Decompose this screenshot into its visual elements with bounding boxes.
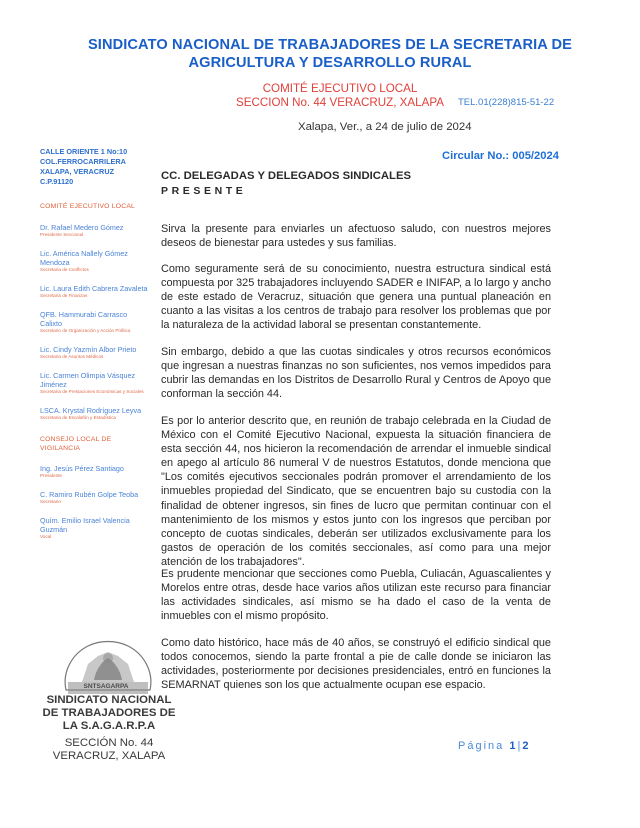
committee-member <box>40 249 150 273</box>
member-role: Vocal <box>40 534 52 539</box>
presente-heading: PRESENTE <box>161 185 247 197</box>
member-role: Secretaria de Escalafón y Estadística <box>40 415 117 420</box>
committee-name: COMITÉ EJECUTIVO LOCAL <box>262 82 418 95</box>
page-current: 1 <box>509 740 518 752</box>
member-role: Secretario de Organización y Acción Política <box>40 328 131 333</box>
sidebar <box>40 147 150 540</box>
member-name: LSCA. Krystal Rodríguez Leyva <box>40 406 142 415</box>
member-role: Secretaria de Prestaciones Económicas y Sociales <box>40 389 144 394</box>
paragraph: Sirva la presente para enviarles un afectuoso saludo, con nuestros mejores deseos de bienestar para ustedes y sus familias. <box>161 223 551 250</box>
member-role: Secretario <box>40 499 61 504</box>
stamp-line: DE TRABAJADORES DE <box>42 707 176 719</box>
paragraph: Es por lo anterior descrito que, en reunión de trabajo celebrada en la Ciudad de México con el Comité Ejecutivo Nacional, expuesta la situación financiera de esta sección 44, nos hicieron la recomendación de arrendar el inmueble sindical en apego al artículo 86 numeral V de nuestros Estatutos, donde menciona que "Los comités ejecutivos seccionales podrán promover el arrendamiento de los inmuebles propiedad del Sindicato, que se encuentren bajo su custodia con la finalidad de obtener ingresos, sin fines de lucro que permitan continuar con el mantenimiento de los mismos y estos junto con los ingresos que perciban por concepto de cuotas sindicales, deberán ser utilizados exclusivamente para los gastos de operación de los comités seccionales, así como para una mejor atención de los trabajadores". <box>161 415 551 568</box>
member-name: Lic. Carmen Olimpia Vásquez Jiménez <box>40 371 136 389</box>
member-role: Secretaria de Finanzas <box>40 293 88 298</box>
member-name: QFB. Hammurabi Carrasco Calixto <box>40 310 128 328</box>
page-word: Página <box>458 740 505 752</box>
stamp-line: SINDICATO NACIONAL <box>46 694 172 706</box>
circular-value: 005/2024 <box>512 150 559 162</box>
page-indicator <box>458 740 530 752</box>
address-line: XALAPA, VERACRUZ <box>40 167 115 176</box>
stamp-line: SECCIÓN No. 44 <box>64 737 154 749</box>
vigilance-heading-line: VIGILANCIA <box>40 445 81 452</box>
page-total: 2 <box>522 740 531 752</box>
circular-label: Circular No.: <box>442 150 510 162</box>
vigilance-member <box>40 490 150 505</box>
committee-heading <box>200 82 480 110</box>
letter-body <box>161 169 551 692</box>
committee-member <box>40 223 150 238</box>
member-name: Lic. Cindy Yazmín Albor Prieto <box>40 345 137 354</box>
address-line: COL.FERROCARRILERA <box>40 157 126 166</box>
member-role: Secretaria de Asuntos Médicos <box>40 354 104 359</box>
paragraph: Es prudente mencionar que secciones como Puebla, Culiacán, Aguascalientes y Morelos entre otras, desde hace varios años utilizan este recurso para financiar las actividades sindicales, así mismo se ha dado el caso de la venta de inmuebles con el mismo propósito. <box>161 568 551 623</box>
address-block <box>40 147 150 187</box>
member-name: Lic. América Nallely Gómez Mendoza <box>40 249 128 267</box>
committee-member <box>40 310 150 334</box>
stamp-caption <box>34 694 184 763</box>
vigilance-member <box>40 516 150 540</box>
vigilance-heading-line: CONSEJO LOCAL DE <box>40 436 112 443</box>
address-line: CALLE ORIENTE 1 No:10 <box>40 147 128 156</box>
member-role: Presidente Seccional <box>40 232 84 237</box>
stamp-line: VERACRUZ, XALAPA <box>52 750 166 762</box>
committee-members-heading: COMITÉ EJECUTIVO LOCAL <box>40 203 136 210</box>
member-name: C. Ramiro Rubén Golpe Teoba <box>40 490 139 499</box>
member-name: Ing. Jesús Pérez Santiago <box>40 464 124 473</box>
circular-number <box>442 150 559 162</box>
committee-member <box>40 345 150 360</box>
address-line: C.P.91120 <box>40 177 74 186</box>
member-name: Lic. Laura Edith Cabrera Zavaleta <box>40 284 148 293</box>
vigilance-member <box>40 464 150 479</box>
member-name: Dr. Rafael Medero Gómez <box>40 223 124 232</box>
paragraph: Como seguramente será de su conocimiento, nuestra estructura sindical está compuesta por 325 trabajadores incluyendo SADER e INIFAP, a lo largo y ancho de este estado de Veracruz, situación que genera una puntual planeación en cuanto a las visitas a los centros de trabajo para resolver los problemas que por la naturaleza de la actividad laboral se presentan constantemente. <box>161 263 551 332</box>
page-separator: | <box>517 740 523 752</box>
section-name: SECCION No. 44 VERACRUZ, XALAPA <box>236 96 444 109</box>
stamp-line: LA S.A.G.A.R.P.A <box>62 720 156 732</box>
letter-date: Xalapa, Ver., a 24 de julio de 2024 <box>298 121 472 133</box>
member-name: Quím. Emilio Israel Valencia Guzmán <box>40 516 130 534</box>
vigilance-heading <box>40 435 150 453</box>
member-role: Secretaria de Conflictos <box>40 267 89 272</box>
member-role: Presidente <box>40 473 62 478</box>
stamp-emblem-text: SNTSAGARPA <box>83 683 129 690</box>
paragraph: Como dato histórico, hace más de 40 años, se construyó el edificio sindical que todos conocemos, siendo la parte frontal a pie de calle donde se iniciaron las actividades, posteriormente por decisiones presidenciales, entró en funciones la SEMARNAT quienes son los que actualmente ocupan ese espacio. <box>161 637 551 692</box>
committee-member <box>40 406 150 421</box>
union-title: SINDICATO NACIONAL DE TRABAJADORES DE LA SECRETARIA DE AGRICULTURA Y DESARROLLO RURAL <box>87 37 573 71</box>
committee-member <box>40 284 150 299</box>
phone-number: TEL.01(228)815-51-22 <box>458 97 555 108</box>
paragraph: Sin embargo, debido a que las cuotas sindicales y otros recursos económicos que ingresan a nuestras finanzas no son suficientes, nos vemos impedidos para cubrir las demandas en los Distritos de Desarrollo Rural y Centros de Apoyo que conforman la sección 44. <box>161 346 551 401</box>
recipient: CC. DELEGADAS Y DELEGADOS SINDICALES <box>161 170 412 182</box>
committee-member <box>40 371 150 395</box>
